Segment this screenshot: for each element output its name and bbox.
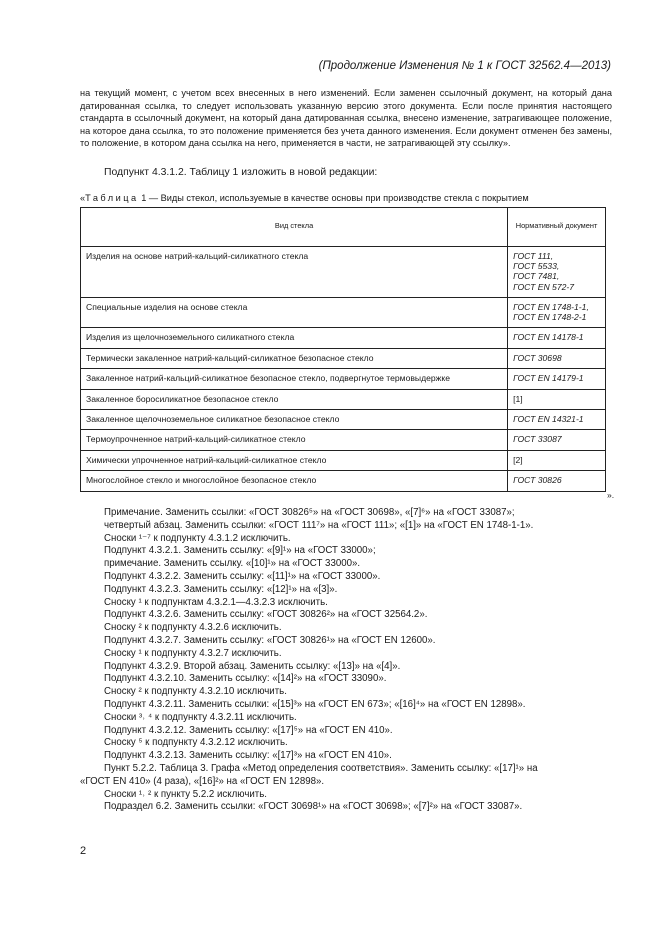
table-row bbox=[81, 328, 606, 348]
table-row bbox=[81, 410, 606, 430]
cell-glass-type: Закаленное натрий-кальций-силикатное безопасное стекло, подвергнутое термовыдержке bbox=[81, 369, 508, 389]
table-row bbox=[81, 348, 606, 368]
note-line: Подпункт 4.3.2.7. Заменить ссылку: «ГОСТ 30826¹» на «ГОСТ EN 12600». bbox=[104, 634, 436, 646]
note-line: Сноски ³˒ ⁴ к подпункту 4.3.2.11 исключить. bbox=[104, 711, 297, 723]
cell-glass-type: Закаленное боросиликатное безопасное стекло bbox=[81, 389, 508, 409]
running-header: (Продолжение Изменения № 1 к ГОСТ 32562.4—2013) bbox=[318, 60, 611, 72]
cell-doc: ГОСТ EN 14178-1 bbox=[508, 328, 606, 348]
cell-glass-type: Специальные изделия на основе стекла bbox=[81, 298, 508, 328]
note-line: Подпункт 4.3.2.12. Заменить ссылку: «[17]⁵» на «ГОСТ EN 410». bbox=[104, 724, 393, 736]
cell-glass-type: Термически закаленное натрий-кальций-силикатное безопасное стекло bbox=[81, 348, 508, 368]
cell-glass-type: Изделия на основе натрий-кальций-силикатного стекла bbox=[81, 247, 508, 298]
note-line: Подпункт 4.3.2.10. Заменить ссылку: «[14]²» на «ГОСТ 33090». bbox=[104, 673, 387, 685]
change-notes bbox=[80, 507, 624, 814]
cell-doc: ГОСТ 30698 bbox=[508, 348, 606, 368]
note-line: Сноски ¹⁻⁷ к подпункту 4.3.1.2 исключить. bbox=[104, 532, 291, 544]
intro-paragraph bbox=[80, 87, 612, 150]
note-line: Сноску ² к подпункту 4.3.2.6 исключить. bbox=[104, 622, 282, 634]
table-row bbox=[81, 450, 606, 470]
cell-doc: [1] bbox=[508, 389, 606, 409]
table-row bbox=[81, 247, 606, 298]
cell-glass-type: Термоупрочненное натрий-кальций-силикатное стекло bbox=[81, 430, 508, 450]
note-line: Сноску ¹ к подпунктам 4.3.2.1—4.3.2.3 исключить. bbox=[104, 596, 328, 608]
table-row bbox=[81, 298, 606, 328]
header-normative-doc: Нормативный документ bbox=[508, 208, 606, 247]
cell-glass-type: Химически упрочненное натрий-кальций-силикатное стекло bbox=[81, 450, 508, 470]
cell-doc: ГОСТ 30826 bbox=[508, 471, 606, 491]
table-header-row bbox=[81, 208, 606, 247]
note-line: Пункт 5.2.2. Таблица 3. Графа «Метод определения соответствия». Заменить ссылку: «[17]¹» на bbox=[104, 762, 538, 774]
note-line: Подпункт 4.3.2.1. Заменить ссылку: «[9]¹» на «ГОСТ 33000»; bbox=[104, 545, 376, 557]
note-line: Подпункт 4.3.2.3. Заменить ссылку: «[12]¹» на «[3]». bbox=[104, 583, 338, 595]
note-line: Примечание. Заменить ссылки: «ГОСТ 30826⁵» на «ГОСТ 30698», «[7]⁶» на «ГОСТ 33087»; bbox=[104, 507, 515, 518]
note-line: Сноску ⁵ к подпункту 4.3.2.12 исключить. bbox=[104, 737, 288, 749]
note-line: примечание. Заменить ссылку. «[10]¹» на «ГОСТ 33000». bbox=[104, 558, 361, 570]
caption-text: 1 — Виды стекол, используемые в качестве основы при производстве стекла с покрытием bbox=[138, 193, 529, 203]
table-row bbox=[81, 430, 606, 450]
glass-types-table bbox=[80, 207, 606, 492]
note-line: Подпункт 4.3.2.11. Заменить ссылки: «[15]³» на «ГОСТ EN 673»; «[16]⁴» на «ГОСТ EN 12898». bbox=[104, 698, 526, 710]
note-line: Подпункт 4.3.2.9. Второй абзац. Заменить ссылку: «[13]» на «[4]». bbox=[104, 660, 401, 672]
table-close-quote: ». bbox=[607, 490, 615, 500]
caption-open-quote: « bbox=[80, 193, 86, 203]
cell-glass-type: Изделия из щелочноземельного силикатного стекла bbox=[81, 328, 508, 348]
cell-doc: ГОСТ EN 14321-1 bbox=[508, 410, 606, 430]
cell-glass-type: Закаленное щелочноземельное силикатное безопасное стекло bbox=[81, 410, 508, 430]
cell-doc: ГОСТ EN 14179-1 bbox=[508, 369, 606, 389]
table-row bbox=[81, 389, 606, 409]
caption-label: Таблица bbox=[85, 193, 139, 203]
cell-doc: ГОСТ 111, ГОСТ 5533, ГОСТ 7481, ГОСТ EN 572-7 bbox=[508, 247, 606, 298]
page-number: 2 bbox=[80, 845, 87, 857]
cell-doc: [2] bbox=[508, 450, 606, 470]
cell-doc: ГОСТ 33087 bbox=[508, 430, 606, 450]
note-line: Подраздел 6.2. Заменить ссылки: «ГОСТ 30698¹» на «ГОСТ 30698»; «[7]²» на «ГОСТ 33087». bbox=[104, 801, 523, 813]
note-line: Подпункт 4.3.2.13. Заменить ссылку: «[17]³» на «ГОСТ EN 410». bbox=[104, 750, 392, 762]
cell-doc: ГОСТ EN 1748-1-1, ГОСТ EN 1748-2-1 bbox=[508, 298, 606, 328]
table-row bbox=[81, 369, 606, 389]
note-line: Сноски ¹˒ ² к пункту 5.2.2 исключить. bbox=[104, 788, 267, 800]
table-row bbox=[81, 471, 606, 491]
cell-glass-type: Многослойное стекло и многослойное безопасное стекло bbox=[81, 471, 508, 491]
note-line: Сноску ¹ к подпункту 4.3.2.7 исключить. bbox=[104, 647, 282, 659]
note-line: Подпункт 4.3.2.6. Заменить ссылку: «ГОСТ 30826²» на «ГОСТ 32564.2». bbox=[104, 609, 428, 621]
note-line: «ГОСТ EN 410» (4 раза), «[16]²» на «ГОСТ EN 12898». bbox=[80, 775, 325, 787]
intro-text: на текущий момент, с учетом всех внесенных в него изменений. Если заменен ссылочный документ, на который дана датированная ссылка, то следует использовать указанную версию этого документа. Если после принятия настоящего стандарта в ссылочный документ, на который дана датированная ссылка, внесено изменение, затрагивающее положение, на которое дана ссылка, то это положение применяется без учета данного изменения. Если документ отменен без замены, то положение, в котором дана ссылка на него, применяется в части, не затрагивающей эту ссылку». bbox=[80, 88, 612, 149]
table-caption bbox=[80, 193, 529, 203]
header-glass-type: Вид стекла bbox=[81, 208, 508, 247]
note-line: четвертый абзац. Заменить ссылки: «ГОСТ 111⁷» на «ГОСТ 111»; «[1]» на «ГОСТ EN 1748-1-1». bbox=[104, 519, 534, 531]
subpoint-4312: Подпункт 4.3.1.2. Таблицу 1 изложить в новой редакции: bbox=[104, 167, 378, 178]
note-line: Подпункт 4.3.2.2. Заменить ссылку: «[11]¹» на «ГОСТ 33000». bbox=[104, 570, 381, 582]
note-line: Сноску ² к подпункту 4.3.2.10 исключить. bbox=[104, 686, 287, 698]
